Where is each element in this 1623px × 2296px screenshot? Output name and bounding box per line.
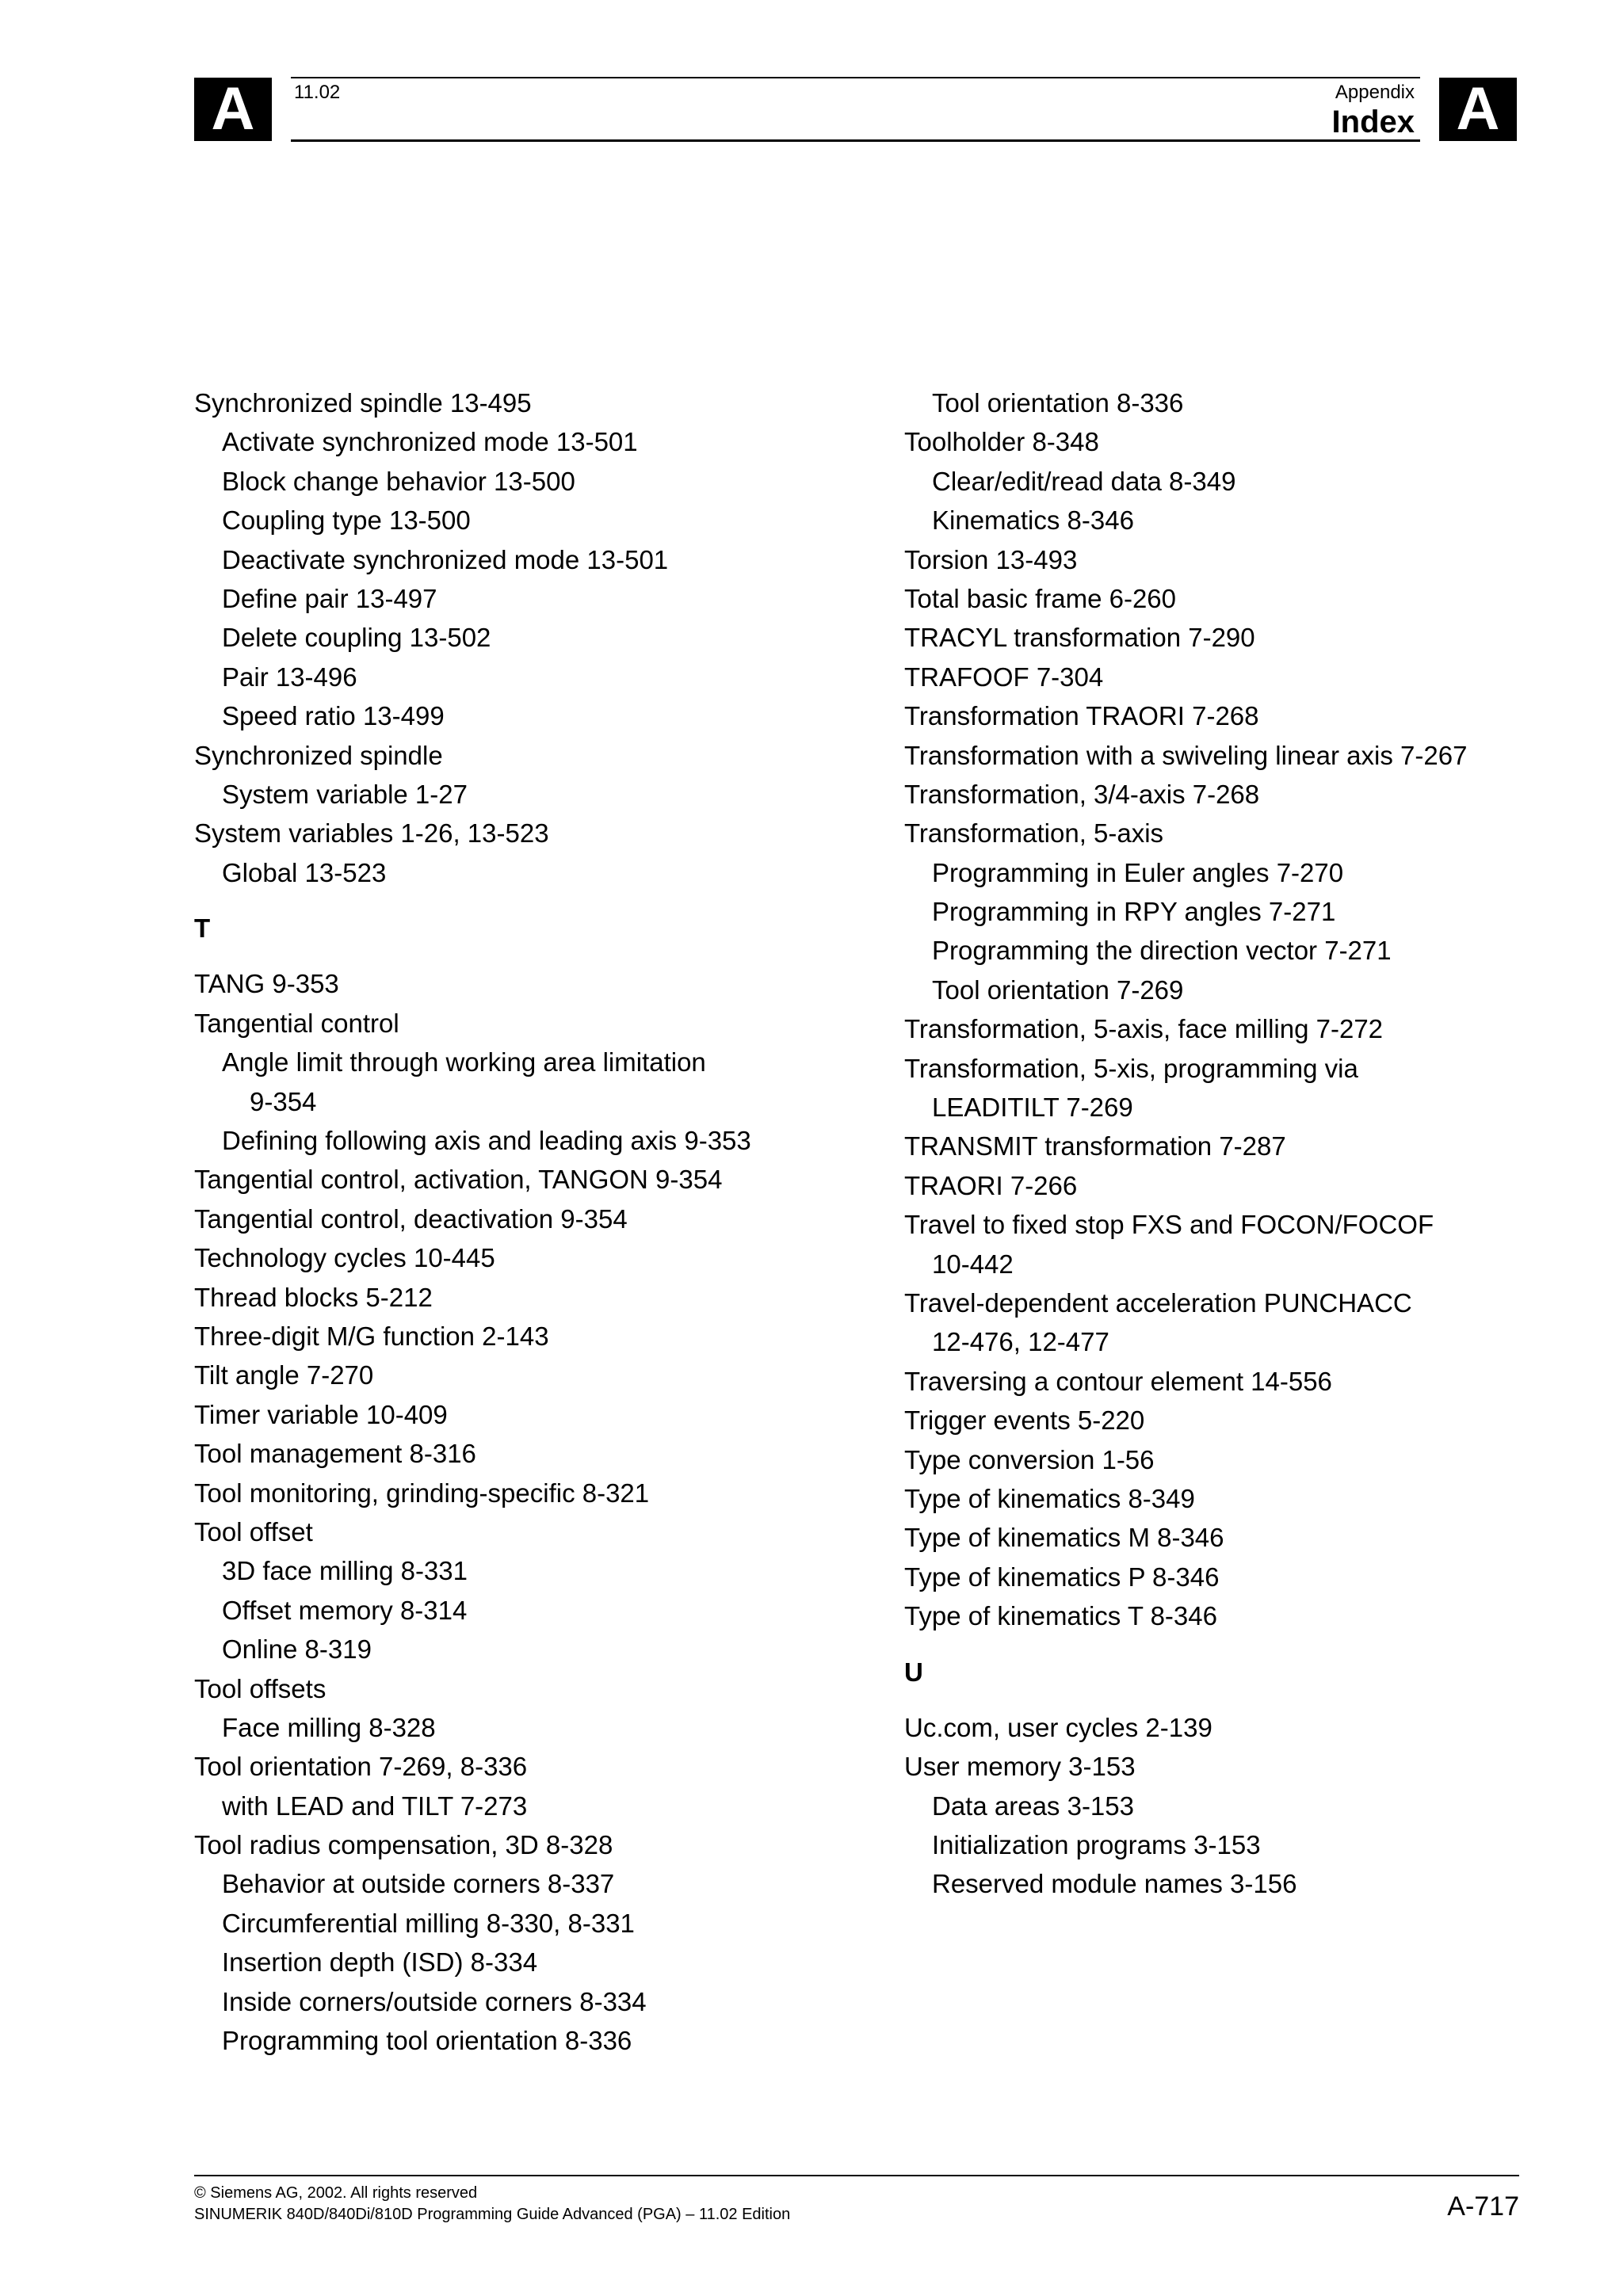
footer-book-title: SINUMERIK 840D/840Di/810D Programming Guide Advanced (PGA) – 11.02 Edition <box>194 2206 791 2223</box>
header-rule-top <box>291 77 1420 78</box>
index-subentry: Pair 13-496 <box>222 662 357 692</box>
index-entry: Tool radius compensation, 3D 8-328 <box>194 1830 613 1860</box>
index-entry: TANG 9-353 <box>194 969 339 999</box>
index-subentry: Offset memory 8-314 <box>222 1595 468 1625</box>
index-subentry: 3D face milling 8-331 <box>222 1556 468 1586</box>
index-entry: Transformation, 5-xis, programming via <box>904 1053 1358 1083</box>
footer-rule <box>194 2175 1519 2176</box>
index-subentry: Inside corners/outside corners 8-334 <box>222 1986 647 2016</box>
index-entry: Tool offset <box>194 1516 313 1547</box>
index-subentry: Circumferential milling 8-330, 8-331 <box>222 1908 635 1938</box>
index-subentry: Kinematics 8-346 <box>932 505 1134 536</box>
index-entry: Torsion 13-493 <box>904 544 1078 574</box>
index-entry: Type of kinematics T 8-346 <box>904 1601 1217 1631</box>
index-subentry: Behavior at outside corners 8-337 <box>222 1869 615 1899</box>
index-entry: Toolholder 8-348 <box>904 427 1099 457</box>
index-subentry: Programming tool orientation 8-336 <box>222 2026 632 2056</box>
index-subentry: LEADITILT 7-269 <box>932 1093 1133 1123</box>
index-entry: Thread blocks 5-212 <box>194 1282 433 1312</box>
index-subentry: Online 8-319 <box>222 1634 372 1665</box>
index-subentry: Tool orientation 8-336 <box>932 388 1184 418</box>
index-entry: Type of kinematics 8-349 <box>904 1483 1195 1513</box>
index-subentry: Programming in Euler angles 7-270 <box>932 857 1344 887</box>
index-column-right <box>904 383 1602 1904</box>
index-subentry: 9-354 <box>250 1086 317 1116</box>
index-subentry: 10-442 <box>932 1249 1014 1279</box>
index-entry: Type conversion 1-56 <box>904 1444 1155 1474</box>
index-letter-heading: T <box>194 913 211 944</box>
index-entry: TRAORI 7-266 <box>904 1170 1078 1200</box>
index-entry: Timer variable 10-409 <box>194 1399 448 1429</box>
index-entry: Tool offsets <box>194 1673 327 1703</box>
index-entry: Tilt angle 7-270 <box>194 1360 374 1390</box>
index-entry: Transformation, 5-axis <box>904 818 1164 849</box>
index-subentry: System variable 1-27 <box>222 779 468 809</box>
index-subentry: Global 13-523 <box>222 857 387 887</box>
index-entry: Total basic frame 6-260 <box>904 583 1177 613</box>
index-entry: Trigger events 5-220 <box>904 1405 1145 1436</box>
index-entry: Transformation with a swiveling linear axis 7-267 <box>904 740 1468 770</box>
index-entry: Tool management 8-316 <box>194 1439 476 1469</box>
index-entry: Traversing a contour element 14-556 <box>904 1366 1332 1396</box>
index-column-left <box>194 383 892 2060</box>
index-subentry: Face milling 8-328 <box>222 1712 436 1742</box>
header-section: Appendix <box>1335 82 1415 103</box>
index-entry: Transformation, 3/4-axis 7-268 <box>904 779 1260 809</box>
index-subentry: Deactivate synchronized mode 13-501 <box>222 544 669 574</box>
index-subentry: Reserved module names 3-156 <box>932 1869 1297 1899</box>
index-entry: Tangential control, deactivation 9-354 <box>194 1203 628 1234</box>
index-subentry: with LEAD and TILT 7-273 <box>222 1791 528 1821</box>
index-subentry: Defining following axis and leading axis 9-353 <box>222 1126 751 1156</box>
index-entry: Travel to fixed stop FXS and FOCON/FOCOF <box>904 1210 1434 1240</box>
index-entry: TRAFOOF 7-304 <box>904 662 1104 692</box>
index-subentry: Delete coupling 13-502 <box>222 623 491 653</box>
index-subentry: Block change behavior 13-500 <box>222 466 575 496</box>
header-title: Index <box>1331 105 1415 139</box>
index-entry: TRACYL transformation 7-290 <box>904 623 1255 653</box>
index-subentry: Define pair 13-497 <box>222 583 437 613</box>
index-entry: TRANSMIT transformation 7-287 <box>904 1131 1286 1161</box>
footer-copyright: © Siemens AG, 2002. All rights reserved <box>194 2184 478 2202</box>
index-entry: Three-digit M/G function 2-143 <box>194 1321 549 1351</box>
index-subentry: Programming in RPY angles 7-271 <box>932 897 1336 927</box>
index-entry: Synchronized spindle 13-495 <box>194 388 532 418</box>
index-entry: Travel-dependent acceleration PUNCHACC <box>904 1287 1412 1318</box>
index-subentry: Angle limit through working area limitation <box>222 1047 706 1077</box>
header-rule-bottom <box>291 139 1420 142</box>
index-subentry: 12-476, 12-477 <box>932 1327 1109 1357</box>
index-entry: Tool orientation 7-269, 8-336 <box>194 1752 528 1782</box>
index-subentry: Clear/edit/read data 8-349 <box>932 466 1236 496</box>
index-entry: Synchronized spindle <box>194 740 443 770</box>
index-subentry: Tool orientation 7-269 <box>932 974 1184 1005</box>
index-entry: Type of kinematics M 8-346 <box>904 1523 1224 1553</box>
index-entry: System variables 1-26, 13-523 <box>194 818 549 849</box>
index-entry: Uc.com, user cycles 2-139 <box>904 1712 1212 1742</box>
index-subentry: Programming the direction vector 7-271 <box>932 936 1392 966</box>
index-subentry: Coupling type 13-500 <box>222 505 471 536</box>
index-entry: Technology cycles 10-445 <box>194 1243 495 1273</box>
index-entry: Transformation, 5-axis, face milling 7-272 <box>904 1014 1384 1044</box>
index-letter-heading: U <box>904 1657 923 1687</box>
appendix-badge-right: A <box>1439 78 1517 141</box>
index-entry: User memory 3-153 <box>904 1752 1136 1782</box>
index-entry: Tangential control, activation, TANGON 9-354 <box>194 1165 723 1195</box>
index-subentry: Activate synchronized mode 13-501 <box>222 427 638 457</box>
index-subentry: Speed ratio 13-499 <box>222 701 445 731</box>
appendix-badge-left: A <box>194 78 272 141</box>
page-number: A-717 <box>1447 2191 1519 2222</box>
header-version: 11.02 <box>294 82 341 103</box>
index-subentry: Initialization programs 3-153 <box>932 1830 1261 1860</box>
index-entry: Transformation TRAORI 7-268 <box>904 701 1259 731</box>
index-subentry: Insertion depth (ISD) 8-334 <box>222 1947 538 1978</box>
index-entry: Type of kinematics P 8-346 <box>904 1562 1220 1592</box>
index-subentry: Data areas 3-153 <box>932 1791 1134 1821</box>
index-entry: Tool monitoring, grinding-specific 8-321 <box>194 1478 650 1508</box>
index-entry: Tangential control <box>194 1008 399 1038</box>
